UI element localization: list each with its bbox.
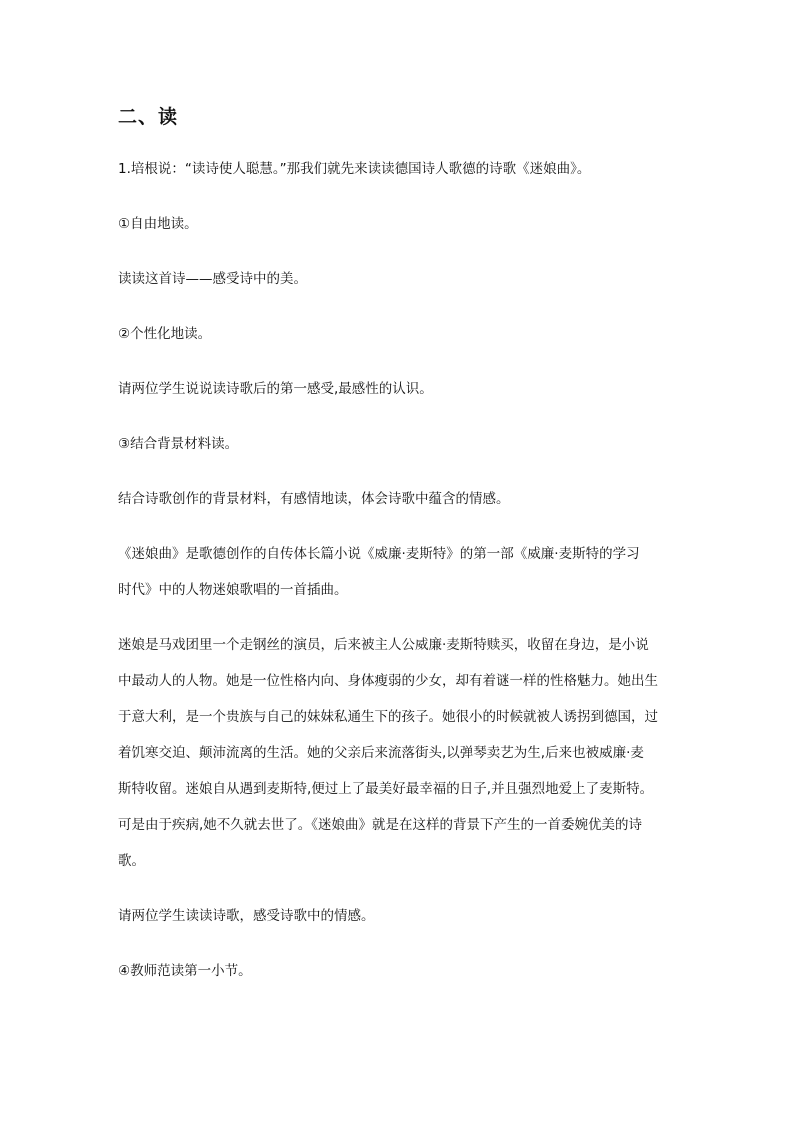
text-line: 迷娘是马戏团里一个走钢丝的演员，后来被主人公威廉·麦斯特赎买，收留在身边，是小说 bbox=[118, 637, 649, 653]
section-heading: 二、读 bbox=[118, 106, 179, 128]
text-line: 请两位学生读读诗歌，感受诗歌中的情感。 bbox=[118, 908, 375, 924]
text-line: ①自由地读。 bbox=[118, 216, 198, 232]
text-line: 中最动人的人物。她是一位性格内向、身体瘦弱的少女，却有着谜一样的性格魅力。她出生 bbox=[118, 673, 658, 689]
paragraph-poem-origin bbox=[118, 536, 678, 608]
step-free-reading bbox=[118, 206, 678, 242]
step-background-reading bbox=[118, 426, 678, 462]
paragraph-feel-beauty bbox=[118, 261, 678, 297]
text-line: 《迷娘曲》是歌德创作的自传体长篇小说《威廉·麦斯特》的第一部《威廉·麦斯特的学习 bbox=[118, 546, 640, 562]
text-line: 斯特收留。迷娘自从遇到麦斯特,便过上了最美好最幸福的日子,并且强烈地爱上了麦斯特。 bbox=[118, 781, 654, 797]
text-line: 可是由于疾病,她不久就去世了。《迷娘曲》就是在这样的背景下产生的一首委婉优美的诗 bbox=[118, 817, 643, 833]
text-line: 请两位学生说说读诗歌后的第一感受,最感性的认识。 bbox=[118, 381, 433, 397]
text-line: 歌。 bbox=[118, 853, 145, 869]
text-line: 结合诗歌创作的背景材料，有感情地读，体会诗歌中蕴含的情感。 bbox=[118, 491, 510, 507]
paragraph-mignon-story bbox=[118, 627, 678, 879]
text-line: 1.培根说：“读诗使人聪慧。”那我们就先来读读德国诗人歌德的诗歌《迷娘曲》。 bbox=[118, 161, 591, 177]
step-teacher-reading bbox=[118, 953, 678, 989]
paragraph-students-read bbox=[118, 898, 678, 934]
text-line: 着饥寒交迫、颠沛流离的生活。她的父亲后来流落街头,以弹琴卖艺为生,后来也被威廉·麦 bbox=[118, 745, 644, 761]
paragraph-intro bbox=[118, 151, 678, 187]
text-line: 读读这首诗——感受诗中的美。 bbox=[118, 271, 307, 287]
step-personal-reading bbox=[118, 316, 678, 352]
paragraph-background-instruction bbox=[118, 481, 678, 517]
text-line: 时代》中的人物迷娘歌唱的一首插曲。 bbox=[118, 582, 348, 598]
text-line: ③结合背景材料读。 bbox=[118, 436, 239, 452]
paragraph-first-impression bbox=[118, 371, 678, 407]
text-line: ②个性化地读。 bbox=[118, 326, 212, 342]
text-line: 于意大利，是一个贵族与自己的妹妹私通生下的孩子。她很小的时候就被人诱拐到德国，过 bbox=[118, 709, 658, 725]
text-line: ④教师范读第一小节。 bbox=[118, 963, 252, 979]
document-body bbox=[118, 100, 678, 1008]
